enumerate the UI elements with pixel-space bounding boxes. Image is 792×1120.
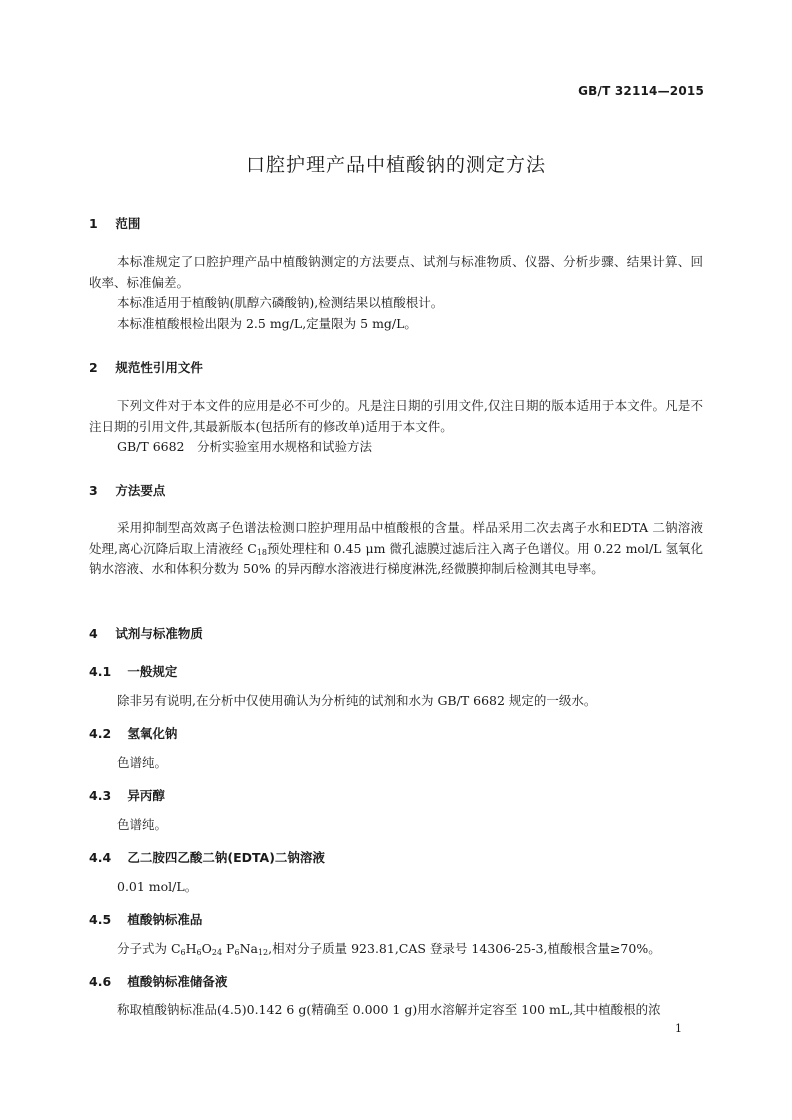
subscript: 12 [257,948,269,957]
section-2-heading [89,358,203,376]
section-4-4-text: 0.01 mol/L。 [117,879,198,894]
text-run: O [201,941,212,956]
section-1-para-3: 本标准植酸根检出限为 2.5 mg/L,定量限为 5 mg/L。 [117,316,417,331]
section-number: 4.6 [89,974,112,989]
section-number: 2 [89,360,98,375]
section-title: 方法要点 [115,483,166,498]
subscript: 6 [234,948,240,957]
section-2-para-1: 下列文件对于本文件的应用是必不可少的。凡是注日期的引用文件,仅注日期的版本适用于本文件。凡是不注日期的引用文件,其最新版本(包括所有的修改单)适用于本文件。 [89,398,703,434]
section-4-5-heading [89,910,202,928]
section-title: 乙二胺四乙酸二钠(EDTA)二钠溶液 [127,850,325,865]
section-4-6-text: 称取植酸钠标准品(4.5)0.142 6 g(精确至 0.000 1 g)用水溶解并定容至 100 mL,其中植酸根的浓 [117,1002,661,1017]
section-4-1-heading [89,662,177,680]
section-1-heading [89,214,140,232]
section-number: 4.2 [89,726,112,741]
section-4-5-text [117,939,703,960]
subscript: 6 [196,948,202,957]
section-4-heading [89,624,203,642]
section-number: 4.1 [89,664,112,679]
standard-code: GB/T 32114—2015 [578,84,704,98]
section-number: 3 [89,483,98,498]
section-4-4-heading [89,848,325,866]
section-title: 植酸钠标准储备液 [127,974,228,989]
section-number: 4.3 [89,788,112,803]
section-3-heading [89,481,165,499]
section-number: 4.5 [89,912,112,927]
text-run: 分子式为 C [117,941,181,956]
subscript: 18 [256,547,267,557]
text-run: 预处理柱和 0.45 μm 微孔滤膜过滤后注入离子色谱仪。用 0.22 mol/L 氢氧化钠水溶液、水和体积分数为 50% 的异丙醇水溶液进行梯度淋洗,经微膜抑制后检测其电导率。 [89,540,703,576]
section-4-1-text: 除非另有说明,在分析中仅使用确认为分析纯的试剂和水为 GB/T 6682 规定的一级水。 [117,693,597,708]
section-number: 4 [89,626,98,641]
section-title: 范围 [115,216,141,231]
text-run: 采用抑制型高效离子色谱法检测口腔护理用品中植酸根的含量。样品采用二次去离子水和EDTA 二钠溶液处理,离心沉降后取上清液经 C [89,520,703,556]
page-number: 1 [675,1022,682,1035]
document-title: 口腔护理产品中植酸钠的测定方法 [245,154,546,176]
text-run: H [185,941,197,956]
section-number: 4.4 [89,850,112,865]
section-1-para-1: 本标准规定了口腔护理产品中植酸钠测定的方法要点、试剂与标准物质、仪器、分析步骤、结果计算、回收率、标准偏差。 [89,254,703,290]
text-run: P [222,941,235,956]
section-title: 异丙醇 [127,788,165,803]
section-title: 植酸钠标准品 [127,912,203,927]
section-1-para-2: 本标准适用于植酸钠(肌醇六磷酸钠),检测结果以植酸根计。 [117,295,444,310]
section-4-6-heading [89,972,227,990]
section-4-3-text: 色谱纯。 [117,817,168,832]
section-4-3-heading [89,786,165,804]
text-run: Na [239,941,258,956]
section-3-para-1 [89,518,703,580]
subscript: 6 [180,948,186,957]
section-number: 1 [89,216,98,231]
section-4-2-text: 色谱纯。 [117,755,168,770]
section-title: 规范性引用文件 [115,360,203,375]
section-2-para-2: GB/T 6682 分析实验室用水规格和试验方法 [117,439,373,454]
section-4-2-heading [89,724,177,742]
section-title: 氢氧化钠 [127,726,178,741]
text-run: ,相对分子质量 923.81,CAS 登录号 14306-25-3,植酸根含量≥70%。 [268,941,661,956]
section-title: 一般规定 [127,664,178,679]
section-title: 试剂与标准物质 [115,626,203,641]
subscript: 24 [211,948,223,957]
